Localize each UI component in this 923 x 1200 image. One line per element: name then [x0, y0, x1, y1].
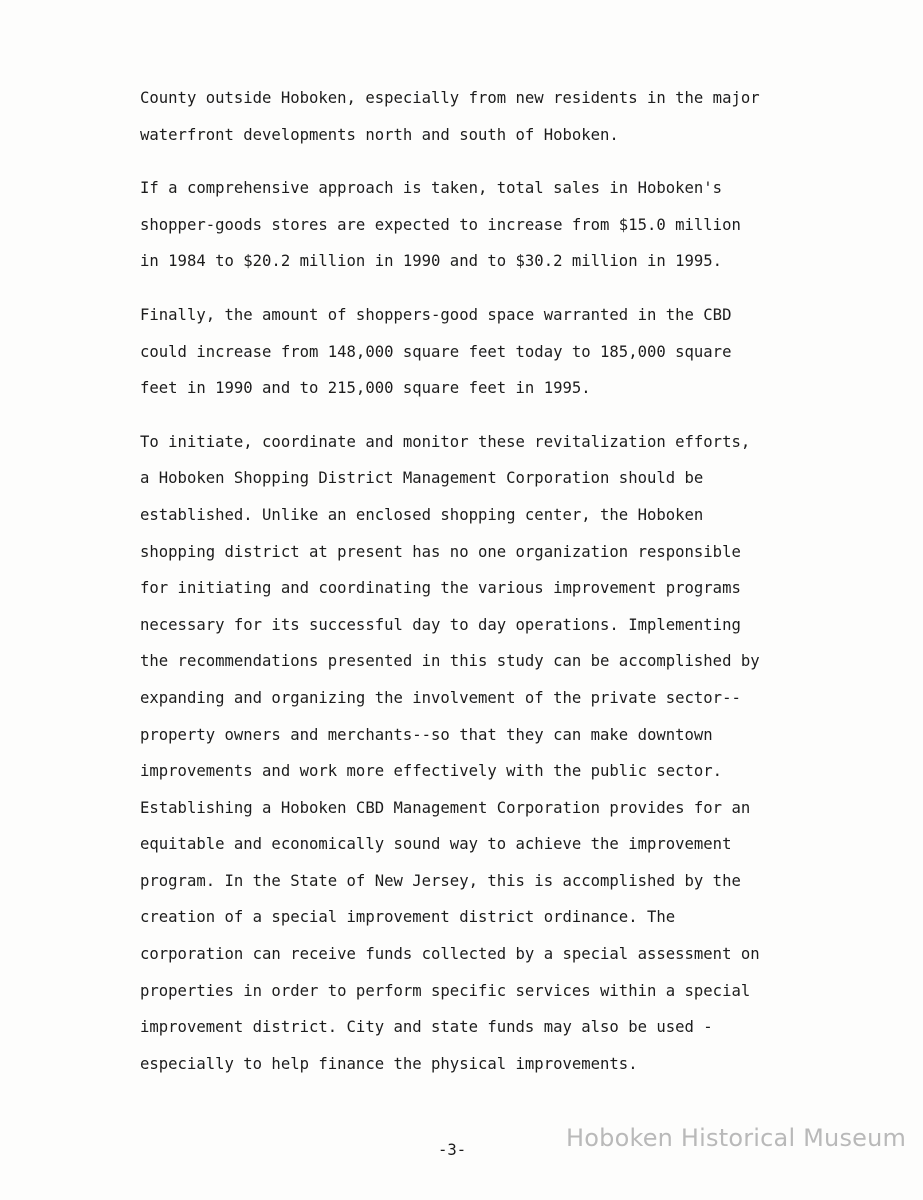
text-line: creation of a special improvement district ordinance. The: [140, 908, 676, 927]
text-line: could increase from 148,000 square feet today to 185,000 square: [140, 342, 732, 361]
text-line: County outside Hoboken, especially from new residents in the major: [140, 89, 760, 107]
text-line: To initiate, coordinate and monitor these revitalization efforts,: [140, 432, 751, 451]
text-line: If a comprehensive approach is taken, total sales in Hoboken's: [140, 179, 723, 198]
text-line: established. Unlike an enclosed shopping center, the Hoboken: [140, 505, 704, 524]
text-line: shopper-goods stores are expected to increase from $15.0 million: [140, 215, 741, 234]
text-line: property owners and merchants--so that they can make downtown: [140, 725, 713, 744]
text-line: shopping district at present has no one organization responsible: [140, 542, 741, 561]
text-line: feet in 1990 and to 215,000 square feet in 1995.: [140, 379, 591, 398]
text-line: Finally, the amount of shoppers-good space warranted in the CBD: [140, 305, 732, 324]
museum-watermark: Hoboken Historical Museum: [566, 1124, 907, 1152]
text-line: especially to help finance the physical improvements.: [140, 1054, 638, 1073]
text-line: waterfront developments north and south of Hoboken.: [140, 125, 619, 144]
text-line: Establishing a Hoboken CBD Management Corporation provides for an: [140, 798, 751, 817]
paragraph-3: [140, 297, 860, 407]
text-line: improvements and work more effectively with the public sector.: [140, 762, 723, 781]
text-line: properties in order to perform specific services within a special: [140, 981, 751, 1000]
text-line: in 1984 to $20.2 million in 1990 and to $30.2 million in 1995.: [140, 252, 723, 271]
text-line: improvement district. City and state funds may also be used -: [140, 1018, 713, 1037]
text-line: program. In the State of New Jersey, this is accomplished by the: [140, 871, 741, 890]
text-line: a Hoboken Shopping District Management Corporation should be: [140, 469, 704, 488]
text-line: equitable and economically sound way to achieve the improvement: [140, 835, 732, 854]
paragraph-1: [140, 80, 860, 153]
paragraph-2: [140, 170, 860, 280]
text-line: corporation can receive funds collected by a special assessment on: [140, 945, 760, 964]
text-line: for initiating and coordinating the various improvement programs: [140, 579, 741, 598]
text-line: the recommendations presented in this study can be accomplished by: [140, 652, 760, 671]
text-line: expanding and organizing the involvement of the private sector--: [140, 688, 741, 707]
document-body: [140, 80, 860, 1099]
paragraph-4: [140, 424, 860, 1083]
page-number: -3-: [438, 1141, 467, 1159]
text-line: necessary for its successful day to day operations. Implementing: [140, 615, 741, 634]
